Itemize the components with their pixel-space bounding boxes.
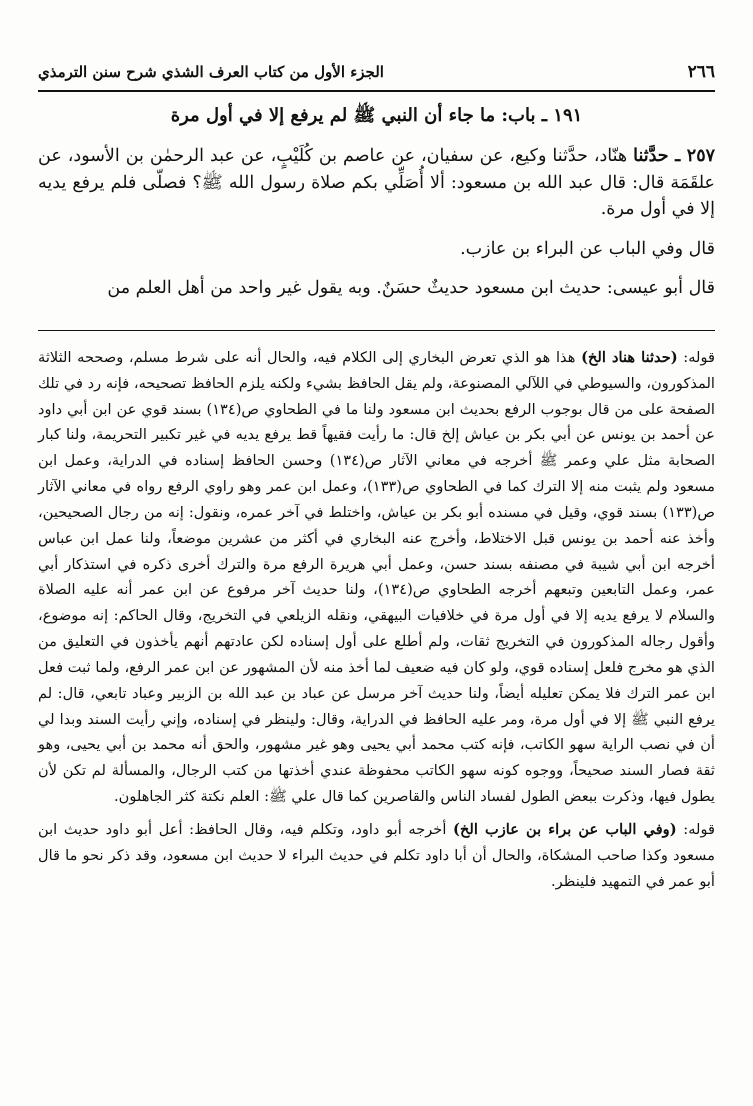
commentary-note (38, 817, 715, 894)
running-title: الجزء الأول من كتاب العرف الشذي شرح سنن الترمذي (38, 63, 384, 81)
abu-isa-line: قال أبو عيسى: حديث ابن مسعود حديثٌ حسَنٌ. وبه يقول غير واحد من أهل العلم من (107, 278, 715, 299)
page-number: ٢٦٦ (687, 62, 715, 82)
commentary-note (38, 345, 715, 810)
hadith-isnad: هنّاد، حدَّثنا وكيع، عن سفيان، عن عاصم بن كُلَيْبٍ، عن عبد الرحمٰن بن الأسود، عن علقَمَة قال: قال عبد الله بن مسعود: ألا أُصَلِّي بكم صلاة رسول الله ﷺ؟ فصلّى فلم يرفع يديه إلا في أول مرة. (38, 146, 715, 220)
header-divider (38, 90, 715, 92)
hadith-text (38, 143, 715, 315)
note-lemma: (حدثنا هناد الخ) (581, 349, 678, 366)
chapter-heading: ١٩١ ـ باب: ما جاء أن النبي ﷺ لم يرفع إلا في أول مرة (170, 105, 583, 126)
bab-line: قال وفي الباب عن البراء بن عازب. (460, 238, 715, 259)
commentary (38, 345, 715, 901)
note-lemma: (وفي الباب عن براء بن عازب الخ) (453, 820, 677, 838)
footnote-divider (38, 330, 715, 331)
note-prefix: قوله: (676, 820, 716, 838)
hadith-paragraph (38, 143, 715, 223)
note-body: هذا هو الذي تعرض البخاري إلى الكلام فيه، والحال أنه على شرط مسلم، وصححه الثلاثة المذكورون، والسيوطي في اللآلي المصنوعة، ولم يقل الحافظ بشيء ولكنه يلزم الحافظ تصحيحه، فإنه رد في تلك الصفحة على من قال بوجوب الرفع بحديث ابن مسعود ولنا ما في الطحاوي ص(١٣٤) بسند قوي عن ابن أبي داود عن أحمد بن يونس عن أبي بكر بن عياش إلخ قال: ما رأيت فقيهاً قط يرفع يديه في غير تكبير التحريمة، ولنا كبار الصحابة مثل علي وعمر ﷺ أخرجه في معاني الآثار ص(١٣٤) وحسن الحافظ إسناده في الدراية، وعمل ابن مسعود ولم يثبت منه إلا الترك كما في الطحاوي ص(١٣٣)، وعمل ابن عمر وهو راوي الرفع رواه في معاني الآثار ص(١٣٣) بسند قوي، وقيل في مسنده أبو بكر بن عياش، واختلط في آخر عمره، ونقول: إنه من رجال الصحيحين، وأخذ عنه أحمد بن يونس قبل الاختلاط، وأخرج عنه البخاري في أكثر من عشرين موضعاً، ولنا عمل ابن عباس أخرجه ابن أبي شيبة في مصنفه بسند حسن، وعمل أبي هريرة الرفع مرة والترك أخرى ذكره في استذكار أبي عمر، وعمل التابعين وتبعهم أخرجه الطحاوي ص(١٣٤)، ولنا حديث آخر مرفوع عن ابن عمر أنه عليه الصلاة والسلام لا يرفع يديه إلا في أول مرة في خلافيات البيهقي، ونقله الزيلعي في التخريج، وقال الحاكم: إنه موضوع، وأقول رجاله المذكورون في التخريج ثقات، ولم أطلع على أول إسناده لكن عادتهم أنهم يأخذون في التعليق من الذي هو مخرج فلعل إسناده قوي، ولو كان فيه ضعيف لما أخذ منه لأن المشهور عن ابن عمر الرفع، ولما ثبت فعل ابن عمر الترك فلا يمكن تعليله أيضاً، ولنا حديث آخر مرسل عن عباد بن عبد الله بن الزبير وعباد تابعي، قال: لم يرفع النبي ﷺ إلا في أول مرة، ومر عليه الحافظ في الدراية، وقال: ولينظر في إسناده، وإني رأيت السند وبدا لي أن في نصب الراية سهو الكاتب، فإنه كتب محمد أبي يحيى وهو غير مشهور، والحق أنه محمد بن أبي يحيى، وهو ثقة فصار السند صحيحاً، ووجوه كونه سهو الكاتب محفوظة عندي أخذتها من كتب الرجال، والمسألة لم تكن لأن يطول فيها، وذكرت ببعض الطول لفساد الناس والقاصرين كما قال علي ﷺ: العلم نكتة كثر الجاهلون. (38, 349, 715, 806)
running-header (38, 58, 715, 86)
hadith-number: ٢٥٧ ـ حدَّثنا (633, 146, 715, 166)
note-body: أخرجه أبو داود، وتكلم فيه، وقال الحافظ: أعل أبو داود حديث ابن مسعود وكذا صاحب المشكاة، والحال أن أبا داود تكلم في حديث البراء لا حديث ابن مسعود، وقد ذكر نحو ما قال أبو عمر في التمهيد فلينظر. (38, 820, 715, 890)
note-prefix: قوله: (677, 349, 715, 366)
